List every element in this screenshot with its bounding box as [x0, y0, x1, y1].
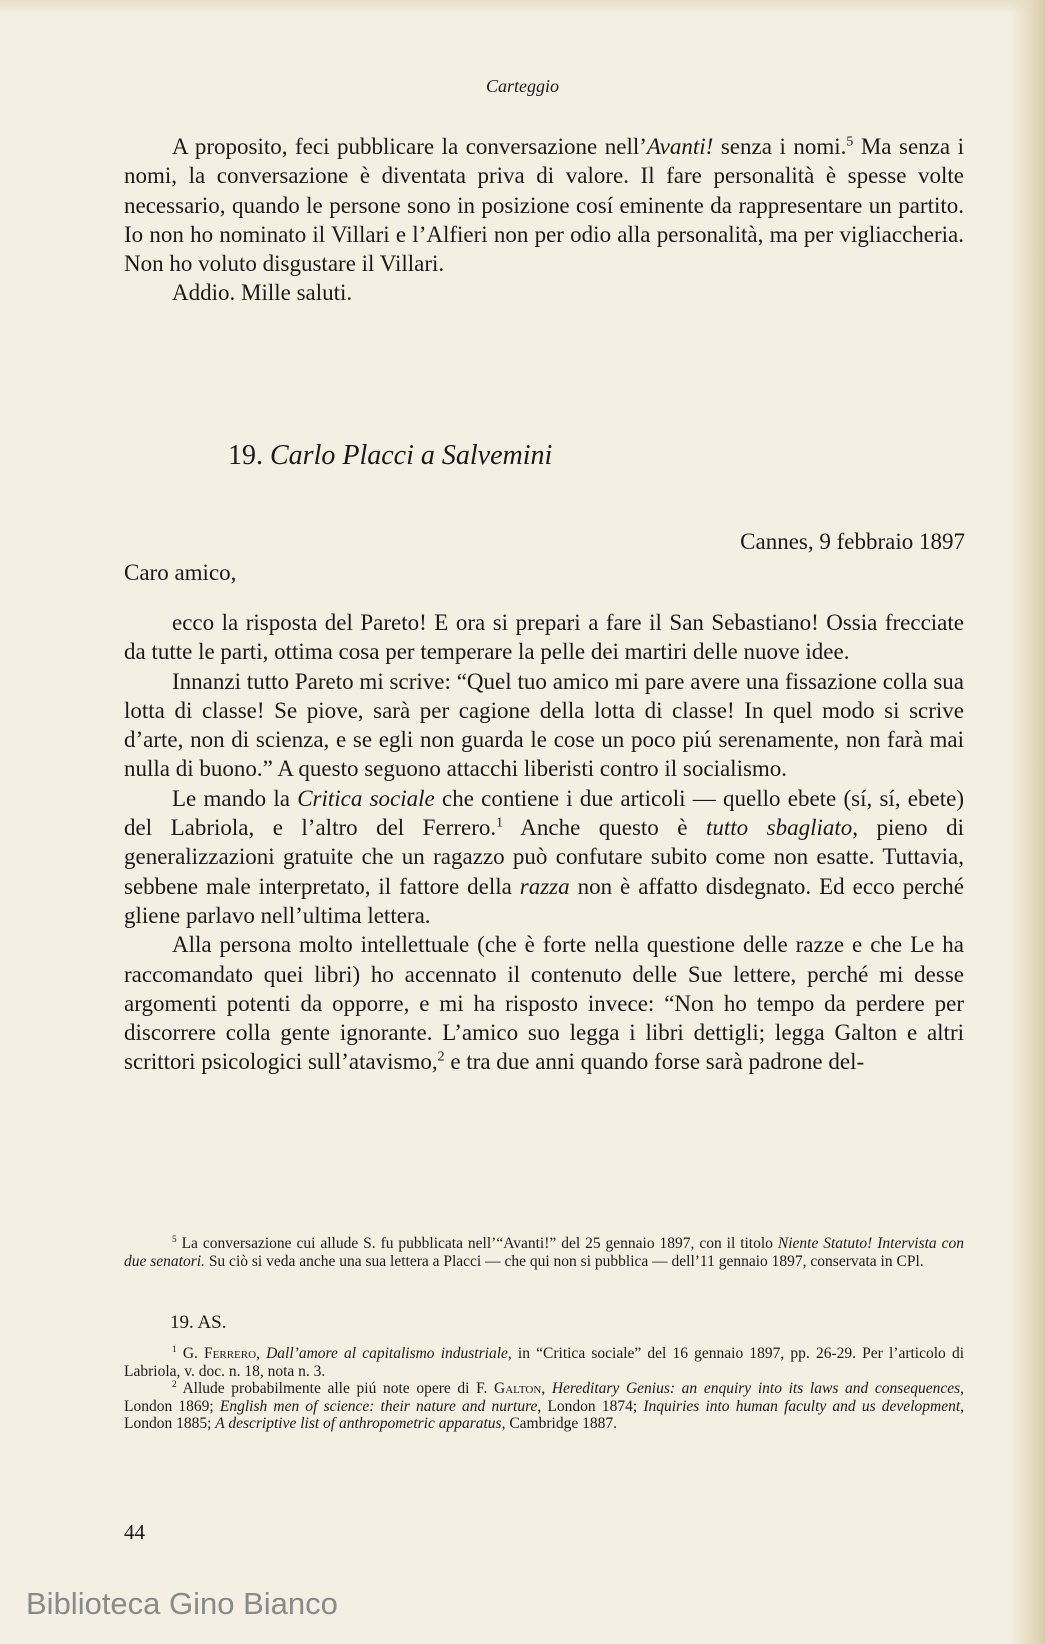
paragraph: Alla persona molto intellettuale (che è forte nella questione delle razze e che Le ha raccomandato quei libri) ho accennato il contenuto delle Sue lettere, perché mi desse argomenti potenti da opporre, e mi ha risposto invece: “Non ho tempo da perdere per discorrere colla gente ignorante. L’amico suo legga i libri dettigli; legga Galton e altri scrittori psicologici sull’atavismo,$^2$ e tra due anni quando forse sarà padrone del-: [124, 932, 964, 1075]
footnote-ref: 2: [437, 1048, 445, 1064]
salutation: Caro amico,: [124, 560, 237, 585]
footnotes-letter-19: [124, 1345, 964, 1433]
letter-heading: [228, 440, 552, 472]
footnote-ref: 5: [846, 133, 854, 149]
page-number: 44: [124, 1520, 145, 1544]
footnote-1: $^1$ G. Ferrero, Dall’amore al capitalismo industriale, in “Critica sociale” del 16 gennaio 1897, pp. 26-29. Per l’articolo di Labriola, v. doc. n. 18, nota n. 3.: [124, 1344, 965, 1380]
dateline: Cannes, 9 febbraio 1897: [740, 529, 965, 554]
footnote-2: $^2$ Allude probabilmente alle piú note opere di F. Galton, Hereditary Genius: an enquiry into its laws and consequences, London 1869; English men of science: their nature and nurture, London 1874; Inquiries into human faculty and us development, London 1885; A descriptive list of anthropometric apparatus, Cambridge 1887.: [124, 1379, 965, 1432]
letter-title: Carlo Placci a Salvemini: [270, 440, 553, 471]
paragraph: ecco la risposta del Pareto! E ora si prepari a fare il San Sebastiano! Ossia frecciate da tutte le parti, ottima cosa per temperare la pelle dei martiri delle nuove idee.: [124, 610, 964, 665]
library-watermark: Biblioteca Gino Bianco: [26, 1586, 338, 1621]
document-reference: 19. AS.: [170, 1312, 227, 1333]
letter-number: 19.: [228, 440, 263, 471]
footnote-ref: 1: [496, 814, 504, 830]
running-head: Carteggio: [485, 76, 559, 96]
footnote-5: $^5$ La conversazione cui allude S. fu pubblicata nell’“Avanti!” del 25 gennaio 1897, con il titolo Niente Statuto! Intervista con due senatori. Su ciò si veda anche una sua lettera a Placci — che qui non si pubblica — dell’11 gennaio 1897, conservata in CPl.: [124, 1234, 964, 1270]
paragraph: A proposito, feci pubblicare la conversazione nell’Avanti! senza i nomi.$^5$ Ma senza i nomi, la conversazione è diventata priva di valore. Il fare personalità è spesse volte necessario, quando le persone sono in posizione cosí eminente da rappresentare un partito. Io non ho nominato il Villari e l’Alfieri non per odio alla personalità, ma per vigliaccheria. Non ho voluto disgustare il Villari.: [124, 133, 964, 277]
letter-body: [124, 608, 964, 1077]
page-shadow-top: [0, 0, 1045, 14]
closing: Addio. Mille saluti.: [172, 280, 353, 306]
previous-letter-ending: [124, 132, 964, 308]
page-edge-shadow: [1009, 0, 1045, 1644]
paragraph: Innanzi tutto Pareto mi scrive: “Quel tuo amico mi pare avere una fissazione colla sua lotta di classe! Se piove, sarà per cagione della lotta di classe! In quel modo si scrive d’arte, non di scienza, e se egli non guarda le cose un poco piú serenamente, non farà mai nulla di buono.” A questo seguono attacchi liberisti contro il socialismo.: [124, 668, 964, 782]
paragraph: Le mando la Critica sociale che contiene i due articoli — quello ebete (sí, sí, ebete) del Labriola, e l’altro del Ferrero.$^1$ Anche questo è tutto sbagliato, pieno di generalizzazioni gratuite che un ragazzo può confutare subito come non esatte. Tuttavia, sebbene male interpretato, il fattore della razza non è affatto disdegnato. Ed ecco perché gliene parlavo nell’ultima lettera.: [124, 785, 964, 928]
